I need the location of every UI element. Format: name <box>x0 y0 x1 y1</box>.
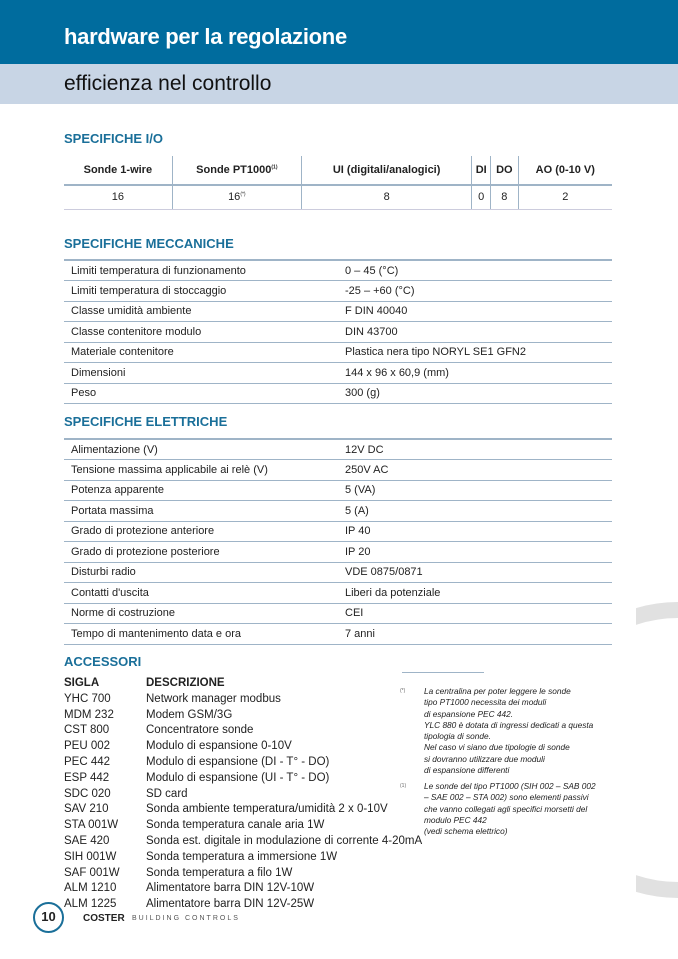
spec-value: 0 – 45 (°C) <box>338 260 612 281</box>
accessory-description: Alimentatore barra DIN 12V-10W <box>146 882 315 895</box>
brand-tagline: BUILDING CONTROLS <box>132 915 240 922</box>
spec-label: Potenza apparente <box>64 480 338 501</box>
section-title-acc: ACCESSORI <box>64 654 142 669</box>
accessory-code: ALM 1225 <box>64 898 117 911</box>
accessory-code: SAV 210 <box>64 803 109 816</box>
io-header-label: Sonde PT1000 <box>196 164 272 176</box>
spec-value: CEI <box>338 603 612 624</box>
spec-row <box>64 301 612 322</box>
footnote-divider <box>402 672 484 673</box>
accessory-description: Sonda temperatura canale aria 1W <box>146 819 325 832</box>
spec-value: 250V AC <box>338 460 612 481</box>
io-header <box>472 156 491 185</box>
spec-row <box>64 363 612 384</box>
io-header-label: UI (digitali/analogici) <box>332 164 441 176</box>
spec-value: Plastica nera tipo NORYL SE1 GFN2 <box>338 342 612 363</box>
spec-value: F DIN 40040 <box>338 301 612 322</box>
list-item <box>64 787 422 803</box>
spec-label: Tempo di mantenimento data e ora <box>64 624 338 645</box>
accessory-code: YHC 700 <box>64 692 111 705</box>
accessory-code: PEC 442 <box>64 755 111 768</box>
spec-label: Dimensioni <box>64 363 338 384</box>
spec-value: 144 x 96 x 60,9 (mm) <box>338 363 612 384</box>
accessory-description: Network manager modbus <box>146 692 281 705</box>
io-value-label: 8 <box>383 191 390 204</box>
io-header <box>301 156 471 185</box>
list-item <box>64 708 422 724</box>
io-value <box>301 185 471 209</box>
spec-row <box>64 383 612 404</box>
list-item <box>64 692 422 708</box>
spec-label: Classe contenitore modulo <box>64 322 338 343</box>
spec-value: IP 20 <box>338 542 612 563</box>
accessory-description: Modem GSM/3G <box>146 708 233 721</box>
list-item <box>64 771 422 787</box>
spec-label: Classe umidità ambiente <box>64 301 338 322</box>
spec-label: Contatti d'uscita <box>64 583 338 604</box>
spec-label: Peso <box>64 383 338 404</box>
io-header <box>491 156 518 185</box>
accessory-code: SDC 020 <box>64 787 111 800</box>
io-header <box>518 156 612 185</box>
accessory-code: SAF 001W <box>64 866 120 879</box>
decorative-arc <box>636 600 678 900</box>
spec-value: Liberi da potenziale <box>338 583 612 604</box>
section-title-mech: SPECIFICHE MECCANICHE <box>64 236 234 251</box>
spec-value: 12V DC <box>338 439 612 460</box>
spec-row <box>64 542 612 563</box>
io-value-label: 0 <box>478 191 485 204</box>
spec-value: DIN 43700 <box>338 322 612 343</box>
spec-label: Limiti temperatura di stoccaggio <box>64 281 338 302</box>
spec-row <box>64 480 612 501</box>
spec-label: Limiti temperatura di funzionamento <box>64 260 338 281</box>
io-value-label: 8 <box>501 191 508 204</box>
io-header-label: DO <box>496 164 513 176</box>
spec-label: Grado di protezione posteriore <box>64 542 338 563</box>
spec-row <box>64 583 612 604</box>
spec-label: Portata massima <box>64 501 338 522</box>
accessory-description: Concentratore sonde <box>146 724 254 737</box>
page-title: hardware per la regolazione <box>64 24 347 49</box>
io-header-label: DI <box>475 164 487 176</box>
accessory-description: Sonda est. digitale in modulazione di corrente 4-20mA <box>146 834 423 847</box>
spec-row <box>64 624 612 645</box>
spec-row <box>64 603 612 624</box>
io-header-label: Sonde 1-wire <box>83 164 153 176</box>
spec-row <box>64 281 612 302</box>
spec-label: Disturbi radio <box>64 562 338 583</box>
io-header <box>64 156 172 185</box>
spec-label: Alimentazione (V) <box>64 439 338 460</box>
list-item <box>64 850 422 866</box>
list-item <box>64 818 422 834</box>
section-title-io: SPECIFICHE I/O <box>64 131 163 146</box>
footnote-mark: (*) <box>240 191 246 198</box>
spec-row <box>64 521 612 542</box>
accessory-description: Sonda ambiente temperatura/umidità 2 x 0-10V <box>146 803 388 816</box>
accessory-description: Modulo di espansione (DI - T° - DO) <box>146 755 330 768</box>
list-item <box>64 802 422 818</box>
accessory-code: SIH 001W <box>64 850 117 863</box>
spec-row <box>64 322 612 343</box>
page-subtitle: efficienza nel controllo <box>64 72 272 95</box>
page-number: 10 <box>33 902 64 933</box>
spec-row <box>64 439 612 460</box>
io-value <box>491 185 518 209</box>
list-item <box>64 881 422 897</box>
spec-label: Tensione massima applicabile ai relè (V) <box>64 460 338 481</box>
io-header <box>172 156 301 185</box>
list-item <box>64 834 422 850</box>
list-item <box>64 723 422 739</box>
section-title-elec: SPECIFICHE ELETTRICHE <box>64 414 228 429</box>
io-value-label: 16 <box>111 191 124 204</box>
spec-row <box>64 342 612 363</box>
list-item <box>64 866 422 882</box>
spec-value: -25 – +60 (°C) <box>338 281 612 302</box>
io-value <box>64 185 172 209</box>
accessory-code: PEU 002 <box>64 740 111 753</box>
footnote-mark: (1) <box>271 164 278 171</box>
io-header-label: AO (0-10 V) <box>535 164 595 176</box>
spec-row <box>64 260 612 281</box>
spec-value: VDE 0875/0871 <box>338 562 612 583</box>
mech-table <box>64 259 612 404</box>
spec-row <box>64 562 612 583</box>
accessory-description: Alimentatore barra DIN 12V-25W <box>146 898 315 911</box>
accessories-header <box>64 676 422 692</box>
list-item <box>64 755 422 771</box>
accessory-code: CST 800 <box>64 724 110 737</box>
accessory-code: ALM 1210 <box>64 882 117 895</box>
list-item <box>64 897 422 913</box>
accessory-code: SAE 420 <box>64 834 110 847</box>
accessory-code: ESP 442 <box>64 771 110 784</box>
accessory-code: STA 001W <box>64 819 119 832</box>
spec-value: IP 40 <box>338 521 612 542</box>
spec-label: Grado di protezione anteriore <box>64 521 338 542</box>
column-header: SIGLA <box>64 677 100 689</box>
footnote: (*) La centralina per poter leggere le sonde tipo PT1000 necessita dei moduli di espansione PEC 442. YLC 880 è dotata di ingressi dedicati a questa tipologia di sonde. Nel caso vi siano due tipologie di sonde si dovranno utilizzare due moduli di espansione differenti <box>400 686 594 776</box>
spec-value: 300 (g) <box>338 383 612 404</box>
accessory-description: SD card <box>146 787 188 800</box>
accessory-description: Sonda temperatura a immersione 1W <box>146 850 338 863</box>
io-value-label: 16 <box>228 191 241 204</box>
spec-value: 5 (A) <box>338 501 612 522</box>
spec-label: Norme di costruzione <box>64 603 338 624</box>
spec-value: 5 (VA) <box>338 480 612 501</box>
column-header: DESCRIZIONE <box>146 677 225 689</box>
header-band <box>0 0 678 64</box>
footnote: (1) Le sonde del tipo PT1000 (SIH 002 – SAB 002 – SAE 002 – STA 002) sono elementi passivi che vanno collegati agli specifici morsetti del modulo PEC 442 (vedi schema elettrico) <box>400 781 596 837</box>
accessory-description: Modulo di espansione (UI - T° - DO) <box>146 771 330 784</box>
subheader-band <box>0 64 678 104</box>
spec-value: 7 anni <box>338 624 612 645</box>
io-value <box>172 185 301 209</box>
elec-table <box>64 438 612 645</box>
io-table <box>64 156 612 210</box>
accessories-list <box>64 676 422 913</box>
list-item <box>64 739 422 755</box>
spec-label: Materiale contenitore <box>64 342 338 363</box>
brand-logo: COSTER <box>83 913 125 924</box>
accessory-code: MDM 232 <box>64 708 114 721</box>
io-value-label: 2 <box>562 191 569 204</box>
spec-row <box>64 501 612 522</box>
io-value <box>472 185 491 209</box>
accessory-description: Sonda temperatura a filo 1W <box>146 866 293 879</box>
accessory-description: Modulo di espansione 0-10V <box>146 740 292 753</box>
io-value <box>518 185 612 209</box>
spec-row <box>64 460 612 481</box>
